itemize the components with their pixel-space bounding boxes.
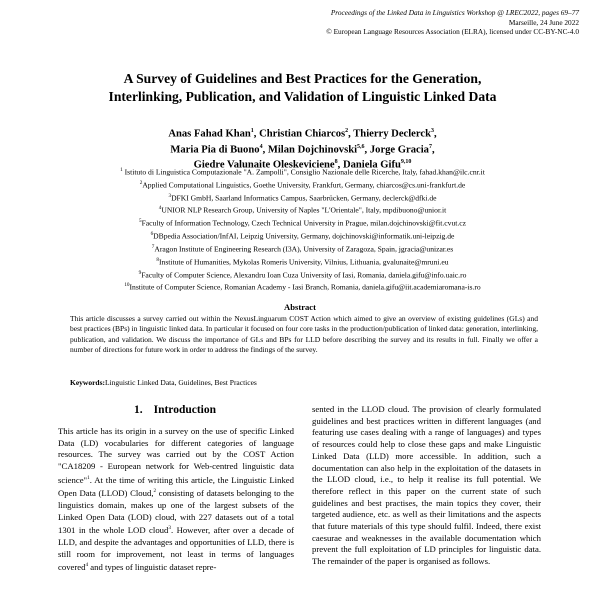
affiliation-item: [40, 280, 565, 293]
author-name: Daniela Gifu: [342, 159, 401, 171]
affiliation-text: Aragon Institute of Engineering Research (I3A), University of Zaragoza, Spain, jgracia@unizar.es: [154, 244, 454, 254]
section-title: Introduction: [153, 404, 217, 416]
affiliation-text: Faculty of Information Technology, Czech Technical University in Prague, milan.dojchinovski@fit.cvut.cz: [141, 218, 467, 228]
author-line: [40, 141, 565, 157]
intro-right-column: sented in the LLOD cloud. The provision of clearly formulated guidelines and best practices written in different languages (and featuring use cases dealing with a range of languages) and types of resources could help to close these gaps and make Linguistic Linked Data (LLD) more accessible. In addition, such a documentation can also help in the exploitation of the datasets in the LLOD cloud, i.e., to help it realise its full potential. We therefore reflect in this paper on the current state of such guidelines and best practises, the main topics they cover, their targeted audience, etc. as well as their limitations and the aspects that future materials of this type should fulfil. Indeed, there exist caesurae and weaknesses in the available documentation which prevent the full exploitation of LD principles for linguistic data. The remainder of the paper is organised as follows.: [312, 404, 541, 567]
affiliation-text: UNIOR NLP Research Group, University of Naples "L'Orientale", Italy, mpdibuono@unior.it: [161, 206, 447, 216]
section-heading-introduction: [60, 404, 290, 416]
footnote-ref: 3: [168, 525, 171, 532]
author-name: Christian Chiarcos: [259, 128, 346, 140]
affiliation-item: [40, 165, 565, 178]
author-name: Jorge Gracia: [369, 144, 429, 156]
author-affil-sup: 7: [428, 143, 432, 150]
affiliation-sup: 9: [138, 269, 142, 276]
author-name: Anas Fahad Khan: [168, 128, 251, 140]
affiliation-text: Institute of Computer Science, Romanian Academy - Iasi Branch, Romania, daniela.gifu@iit.academiaromana-is.ro: [129, 282, 481, 292]
affiliation-sup: 4: [158, 205, 162, 212]
keywords-text: Linguistic Linked Data, Guidelines, Best Practices: [105, 378, 257, 387]
affiliation-text: Applied Computational Linguistics, Goethe University, Frankfurt, Germany, chiarcos@cs.uni-frankfurt.de: [142, 180, 466, 190]
footnote-ref: 2: [153, 488, 157, 495]
affiliation-sup: 8: [156, 256, 159, 263]
author-name: Giedre Valunaite Oleskeviciene: [193, 159, 335, 171]
affiliation-list: [40, 165, 565, 293]
affiliation-sup: 3: [168, 192, 172, 199]
footnote-ref: 4: [85, 562, 89, 569]
affiliation-sup: 10: [124, 282, 130, 289]
author-name: Thierry Declerck: [353, 128, 431, 140]
intro-text: . However, after over a decade of LLD, and despite the advantages and opportunities of LLD, there is still room for improvement, not least in terms of languages covered: [58, 525, 294, 573]
footnote-ref: 1: [87, 474, 90, 481]
affiliation-text: DFKI GmbH, Saarland Informatics Campus, Saarbrücken, Germany, declerck@dfki.de: [171, 193, 437, 203]
intro-left-column: [58, 426, 294, 574]
author-sep: ,: [434, 128, 437, 140]
author-affil-sup: 3: [431, 128, 434, 134]
author-sep: ,: [431, 144, 435, 156]
author-name: Maria Pia di Buono: [170, 144, 260, 156]
affiliation-text: Faculty of Computer Science, Alexandru Ioan Cuza University of Iasi, Romania, daniela.gifu@info.uaic.ro: [141, 270, 467, 280]
author-name: Milan Dojchinovski: [267, 144, 358, 156]
author-affil-sup: 9,10: [400, 159, 412, 166]
affiliation-text: Istituto di Linguistica Computazionale "A. Zampolli", Consiglio Nazionale delle Ricerche, Italy, fahad.khan@ilc.cnr.it: [122, 167, 485, 177]
author-affil-sup: 1: [250, 128, 254, 134]
affiliation-text: Institute of Humanities, Mykolas Romeris University, Vilnius, Lithuania, gvalunaite@mruni.eu: [159, 257, 449, 267]
author-sep: ,: [364, 144, 370, 156]
author-affil-sup: 5,6: [357, 143, 365, 150]
affiliation-item: [40, 191, 565, 204]
affiliation-item: [40, 268, 565, 281]
affiliation-item: [40, 255, 565, 268]
paper-title: [40, 70, 565, 106]
abstract-heading: Abstract: [284, 302, 316, 312]
header-venue-date: Marseille, 24 June 2022: [508, 17, 579, 27]
intro-text: consisting of datasets belonging to the linguistics domain, makes up one of the largest subsets of the Linked Open Data (LOD) cloud, with 227 datasets out of a total 1301 in the whole LOD cloud: [58, 488, 295, 536]
abstract-body: This article discusses a survey carried out within the NexusLinguarum COST Action which aimed to give an overview of existing guidelines (GLs) and best practices (BPs) in linguistic linked data. In particular it focused on four core tasks in the production/publication of linked data: generation, interlinking, publication, and validation. We discuss the importance of GLs and BPs for LLD before describing the survey and its results in full. Finally we offer a number of directions for future work in order to address the findings of the survey.: [70, 314, 538, 355]
author-affil-sup: 4: [259, 143, 263, 150]
header-license: © European Language Resources Association (ELRA), licensed under CC-BY-NC-4.0: [326, 27, 579, 37]
proceedings-header: [326, 8, 579, 37]
affiliation-item: [40, 178, 565, 191]
intro-text: and types of linguistic dataset repre-: [88, 562, 217, 573]
author-affil-sup: 8: [334, 159, 338, 166]
author-sep: ,: [348, 128, 354, 140]
affiliation-item: [40, 203, 565, 216]
author-affil-sup: 2: [345, 128, 349, 134]
intro-text: This article has its origin in a survey on the use of specific Linked Data (LD) vocabularies for different categories of language resources. The survey was carried out by the COST Action "CA18209 - European network for Web-centred linguistic data science": [58, 426, 294, 485]
affiliation-item: [40, 216, 565, 229]
affiliation-sup: 1: [120, 167, 123, 173]
affiliation-item: [40, 229, 565, 242]
affiliation-item: [40, 242, 565, 255]
author-line: [40, 125, 565, 141]
author-sep: ,: [337, 159, 343, 171]
affiliation-sup: 7: [151, 243, 155, 250]
author-sep: ,: [253, 128, 260, 140]
affiliation-sup: 6: [150, 231, 154, 238]
affiliation-sup: 2: [139, 179, 143, 186]
paper-title-line-2: Interlinking, Publication, and Validation of Linguistic Linked Data: [108, 89, 497, 104]
author-sep: ,: [262, 144, 268, 156]
affiliation-text: DBpedia Association/InfAI, Leipzig University, Germany, dojchinovski@informatik.uni-leipzig.de: [153, 231, 455, 241]
affiliation-sup: 5: [138, 218, 142, 225]
intro-text: . At the time of writing this article, the Linguistic Linked Open Data (LLOD) Cloud,: [58, 474, 294, 499]
paper-title-line-1: A Survey of Guidelines and Best Practices for the Generation,: [123, 71, 482, 86]
section-number: 1.: [133, 404, 143, 416]
keywords-line: [70, 378, 538, 388]
header-proceedings: Proceedings of the Linked Data in Linguistics Workshop @ LREC2022, pages 69–77: [330, 8, 579, 17]
keywords-label: Keywords:: [70, 378, 105, 387]
